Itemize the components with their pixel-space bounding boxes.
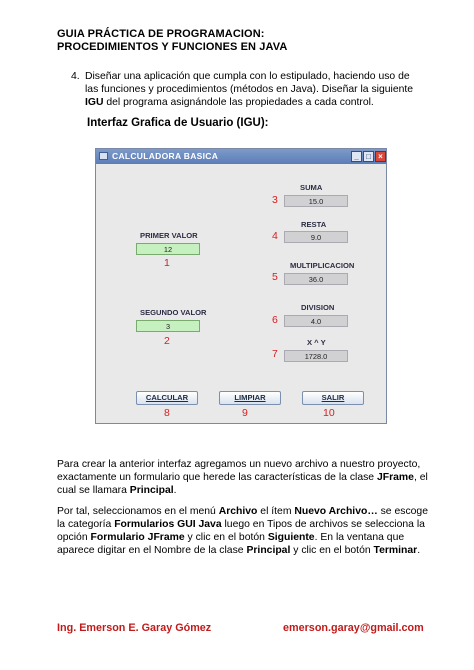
footer-author: Ing. Emerson E. Garay Gómez (57, 622, 212, 634)
paragraph-1: Para crear la anterior interfaz agregamos un nuevo archivo a nuestro proyecto, exactamente un formulario que herede las características de la clase JFrame, el cual se llamara Principal. (57, 459, 428, 496)
calcular-button[interactable]: CALCULAR (136, 391, 198, 405)
suma-label: SUMA (300, 183, 323, 192)
paragraph-2: Por tal, seleccionamos en el menú Archivo el ítem Nuevo Archivo… se escoge la categoría Formularios GUI Java luego en Tipos de archivos se selecciona la opción Formulario JFrame y clic en el botón Siguiente. En la ventana que aparece digitar en el Nombre de la clase Principal y clic en el botón Terminar. (57, 506, 428, 556)
marker-6: 6 (272, 314, 278, 326)
marker-2: 2 (164, 335, 170, 347)
marker-3: 3 (272, 194, 278, 206)
potencia-label: X ^ Y (307, 338, 326, 347)
marker-5: 5 (272, 271, 278, 283)
minimize-icon[interactable]: _ (351, 151, 362, 162)
limpiar-button[interactable]: LIMPIAR (219, 391, 281, 405)
division-label: DIVISION (301, 303, 335, 312)
segundo-valor-label: SEGUNDO VALOR (140, 308, 207, 317)
window-title: CALCULADORA BASICA (112, 151, 219, 161)
marker-1: 1 (164, 257, 170, 269)
multiplicacion-output: 36.0 (284, 273, 348, 285)
doc-title-line2: PROCEDIMIENTOS Y FUNCIONES EN JAVA (57, 41, 288, 53)
marker-7: 7 (272, 348, 278, 360)
multiplicacion-label: MULTIPLICACION (290, 261, 355, 270)
maximize-icon[interactable]: □ (363, 151, 374, 162)
marker-9: 9 (242, 407, 248, 419)
list-item-text: Diseñar una aplicación que cumpla con lo estipulado, haciendo uso de las funciones y procedimientos (métodos en Java). Diseñar la siguiente IGU del programa asignándole las propiedades a cada control. (85, 71, 414, 108)
division-output: 4.0 (284, 315, 348, 327)
marker-8: 8 (164, 407, 170, 419)
resta-output: 9.0 (284, 231, 348, 243)
primer-valor-input[interactable]: 12 (136, 243, 200, 255)
calculator-window (95, 148, 387, 424)
doc-title-line1: GUIA PRÁCTICA DE PROGRAMACION: (57, 28, 265, 40)
segundo-valor-input[interactable]: 3 (136, 320, 200, 332)
primer-valor-label: PRIMER VALOR (140, 231, 198, 240)
salir-button[interactable]: SALIR (302, 391, 364, 405)
potencia-output: 1728.0 (284, 350, 348, 362)
section-title: Interfaz Grafica de Usuario (IGU): (87, 117, 269, 129)
window-titlebar[interactable] (96, 149, 386, 164)
marker-4: 4 (272, 230, 278, 242)
suma-output: 15.0 (284, 195, 348, 207)
footer-email: emerson.garay@gmail.com (283, 622, 424, 634)
list-item-number: 4. (71, 71, 80, 82)
marker-10: 10 (323, 407, 335, 419)
close-icon[interactable]: × (375, 151, 386, 162)
resta-label: RESTA (301, 220, 327, 229)
java-app-icon (99, 152, 108, 160)
